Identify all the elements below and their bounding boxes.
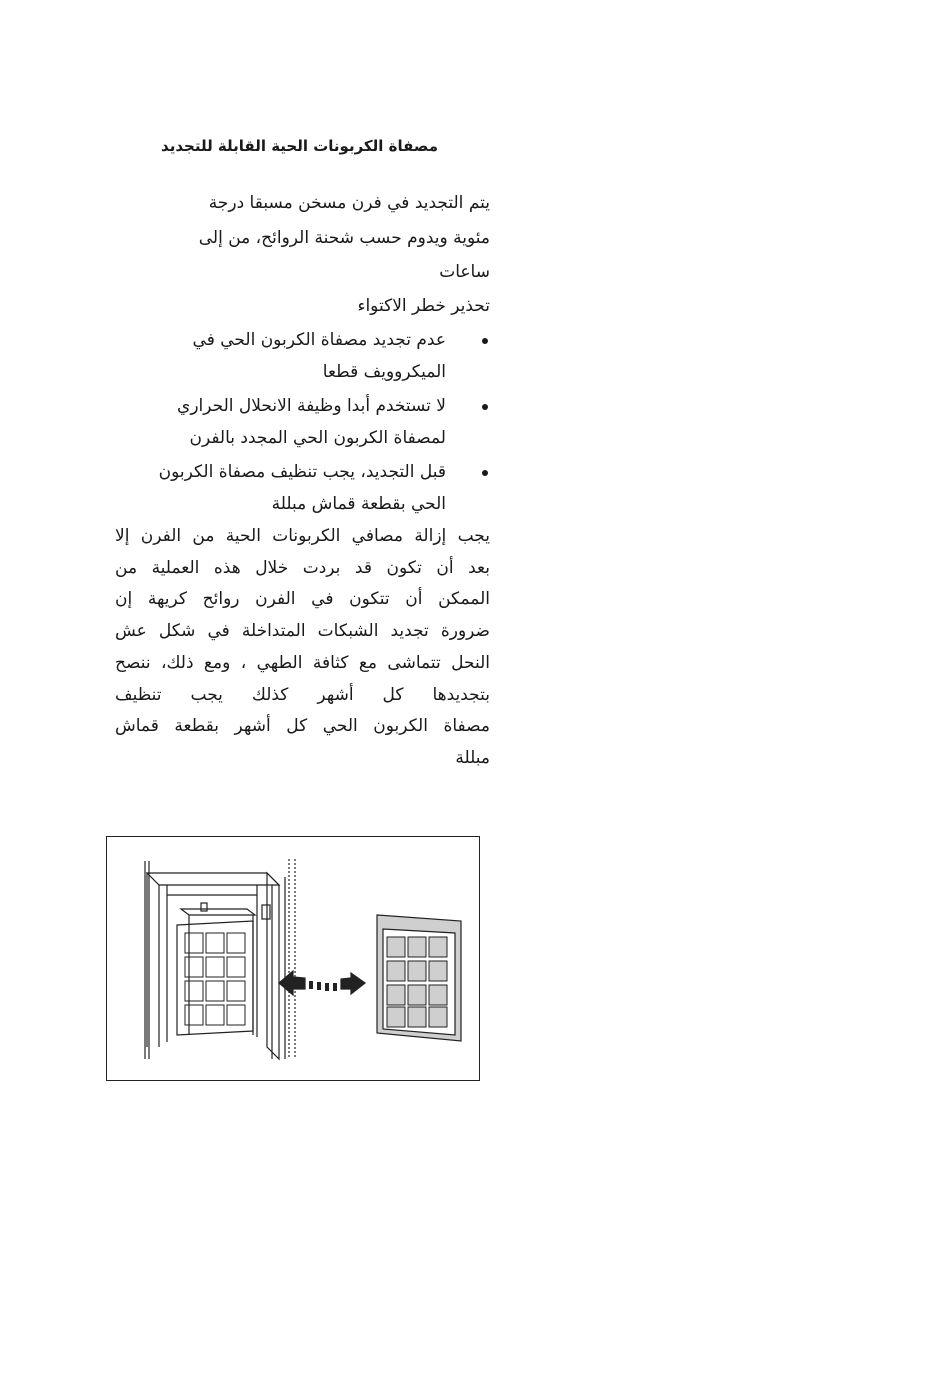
- body-line: ضرورة تجديد الشبكات المتداخلة في شكل عش: [115, 621, 490, 642]
- bullet-icon: [482, 470, 488, 476]
- list-item-line: عدم تجديد مصفاة الكربون الحي في: [192, 330, 446, 350]
- body-line: الممكن أن تتكون في الفرن روائح كريهة إن: [115, 589, 490, 610]
- double-arrow-icon: [279, 971, 365, 995]
- removed-filter-drawing: [377, 915, 461, 1041]
- list-item: [120, 324, 490, 388]
- intro-line: يتم التجديد في فرن مسخن مسبقا درجة: [208, 193, 490, 213]
- bullet-icon: [482, 404, 488, 410]
- body-line: مبللة: [455, 747, 490, 768]
- list-item: [120, 390, 490, 454]
- filter-removal-illustration: [106, 836, 480, 1081]
- section-title: مصفاة الكربونات الحية القابلة للتجديد: [161, 137, 438, 155]
- list-item-line: الميكروويف قطعا: [322, 362, 446, 382]
- oven-cabinet-drawing: [145, 859, 295, 1059]
- list-item-line: لمصفاة الكربون الحي المجدد بالفرن: [189, 428, 446, 448]
- warning-heading: تحذير خطر الاكتواء: [357, 296, 490, 316]
- installed-filter-drawing: [177, 921, 253, 1035]
- warning-list: [120, 324, 490, 522]
- body-line: بعد أن تكون قد بردت خلال هذه العملية من: [115, 557, 490, 578]
- list-item-line: لا تستخدم أبدا وظيفة الانحلال الحراري: [177, 396, 446, 416]
- list-item-line: قبل التجديد، يجب تنظيف مصفاة الكربون: [158, 462, 446, 482]
- list-item-line: الحي بقطعة قماش مبللة: [271, 494, 446, 514]
- body-line: مصفاة الكربون الحي كل أشهر بقطعة قماش: [115, 716, 490, 737]
- body-line: بتجديدها كل أشهر كذلك يجب تنظيف: [115, 684, 490, 705]
- bullet-icon: [482, 338, 488, 344]
- body-paragraph: [115, 521, 490, 775]
- body-line: النحل تتماشى مع كثافة الطهي ، ومع ذلك، ننصح: [115, 652, 490, 673]
- intro-paragraph: [120, 186, 490, 290]
- list-item: [120, 456, 490, 520]
- intro-line: مئوية ويدوم حسب شحنة الروائح، من إلى: [198, 227, 490, 248]
- intro-line: ساعات: [439, 262, 490, 282]
- body-line: يجب إزالة مصافي الكربونات الحية من الفرن إلا: [115, 526, 490, 546]
